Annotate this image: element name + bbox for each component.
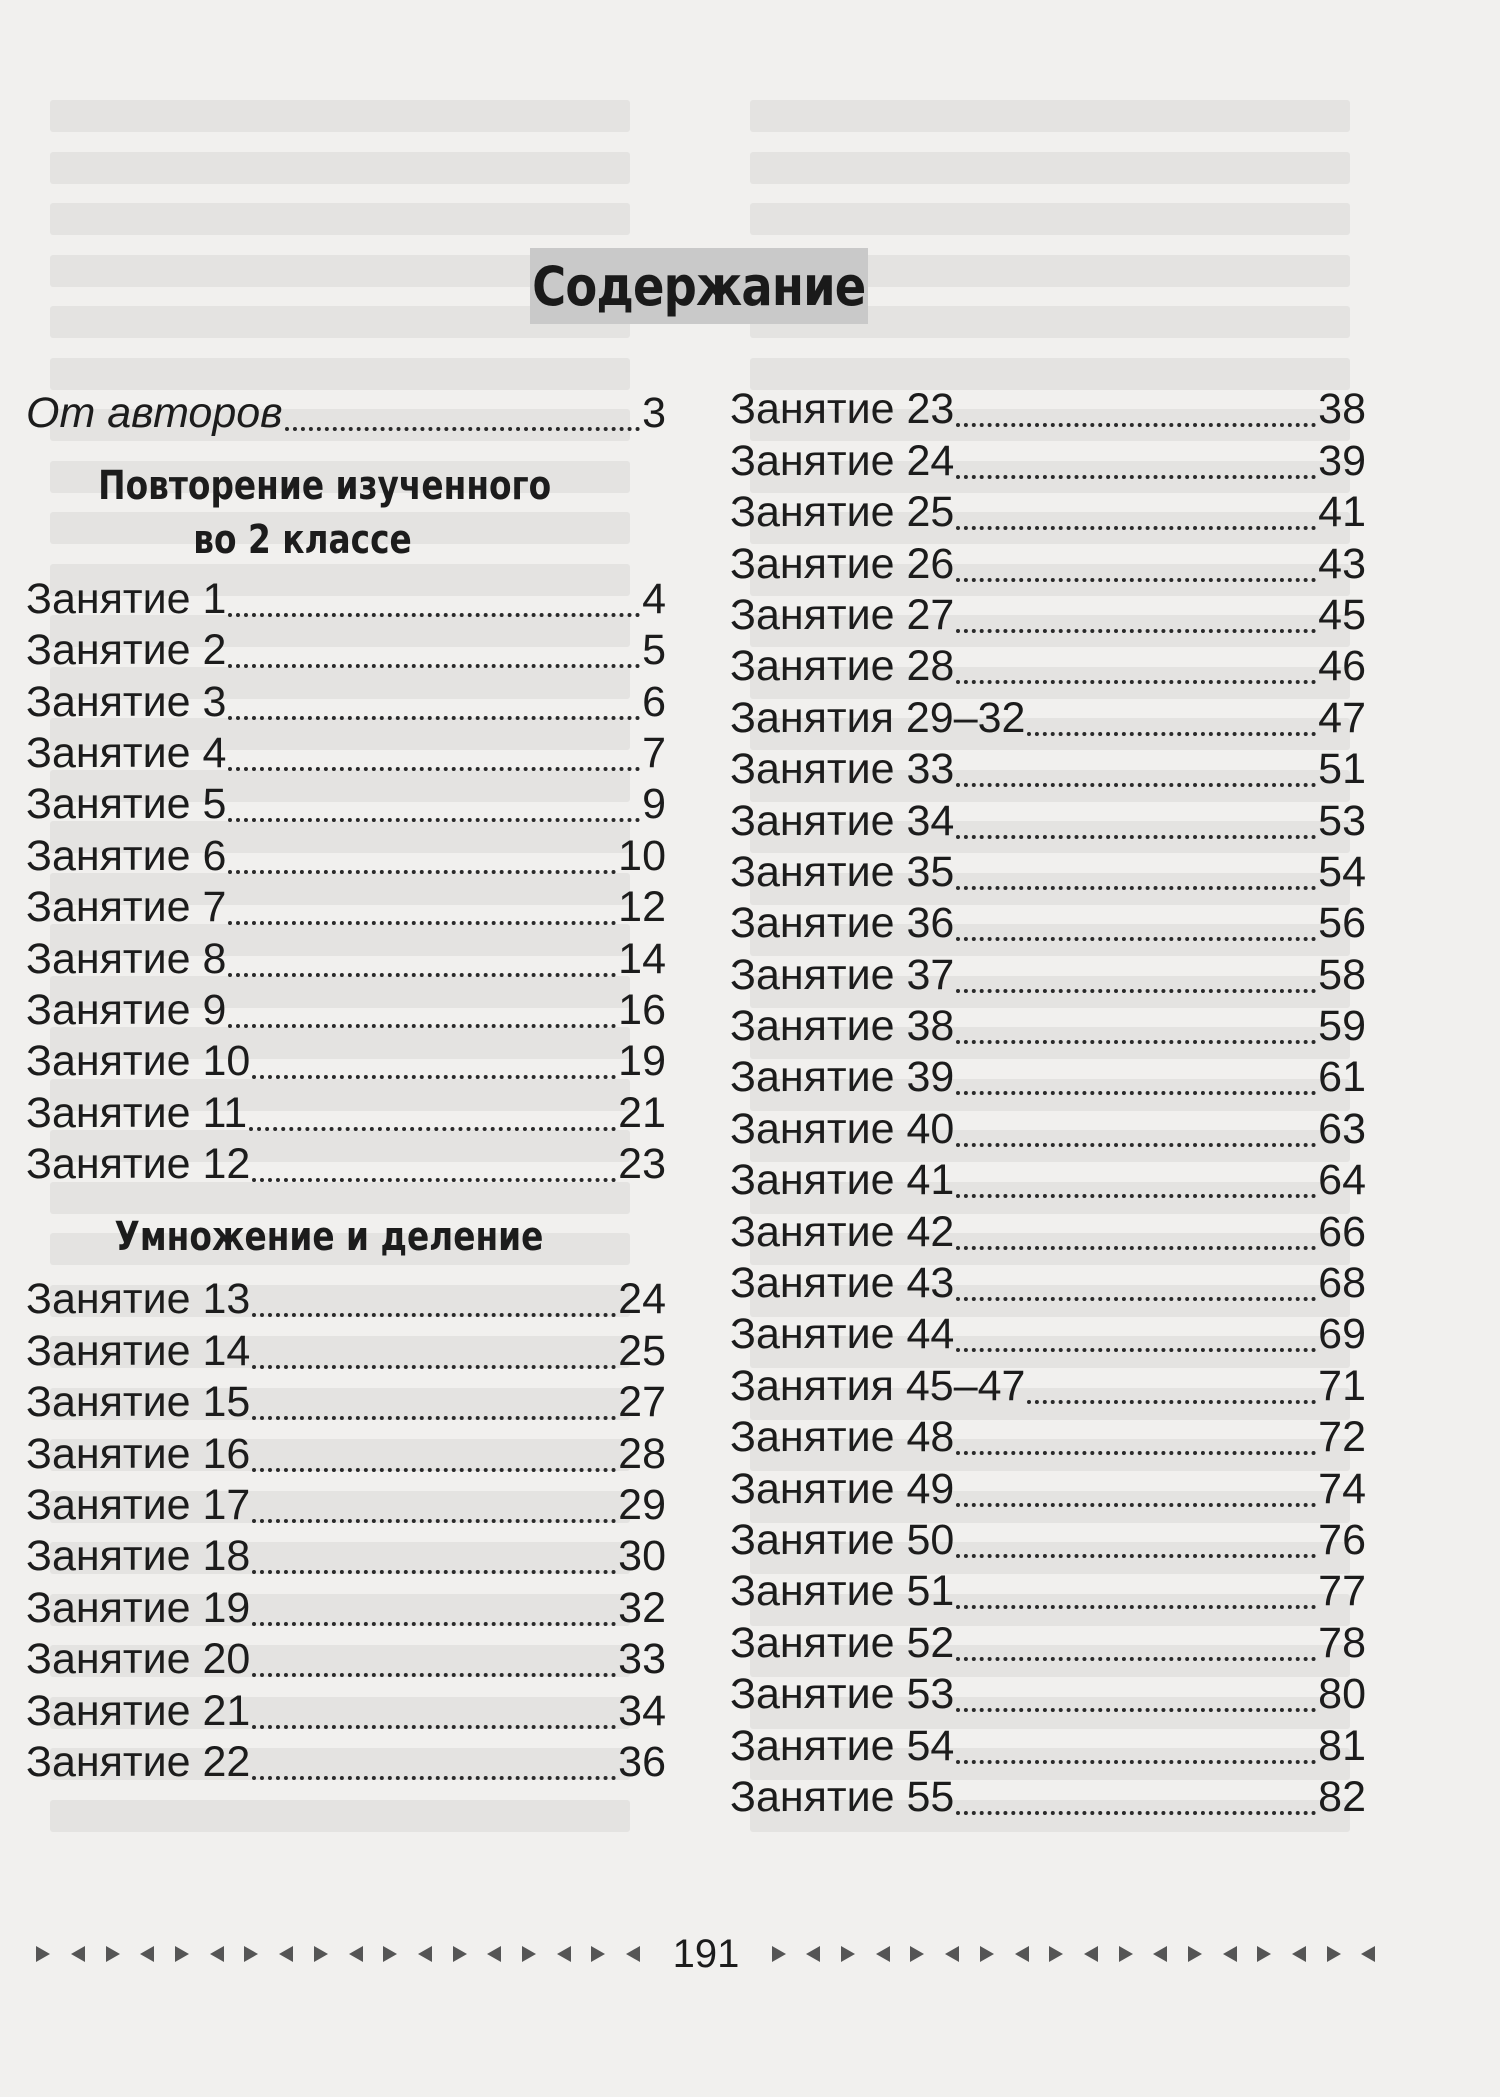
dot-leader: [228, 733, 640, 779]
footer-ornament-left: [26, 1939, 651, 1969]
dot-leader: [956, 1212, 1316, 1258]
dot-leader: [252, 1485, 616, 1531]
dot-leader: [956, 1726, 1316, 1772]
toc-entry-page: 36: [618, 1737, 666, 1786]
dot-leader: [252, 1639, 616, 1685]
dot-leader: [956, 903, 1316, 949]
toc-entry-label: Занятие 26: [730, 539, 955, 588]
dot-leader: [252, 1434, 616, 1480]
toc-entry-label: От авторов: [26, 389, 283, 438]
toc-entry-page: 30: [618, 1532, 666, 1581]
toc-entry: [26, 1036, 666, 1087]
triangle-ornament-icon: [522, 1946, 536, 1962]
dot-leader: [228, 887, 616, 933]
triangle-ornament-icon: [1119, 1946, 1133, 1962]
toc-entry: [26, 779, 666, 830]
toc-entry: [26, 1377, 666, 1428]
triangle-ornament-icon: [876, 1946, 890, 1962]
dot-leader: [956, 1314, 1316, 1360]
dot-leader: [956, 389, 1316, 435]
dot-leader: [252, 1742, 616, 1788]
triangle-ornament-icon: [175, 1946, 189, 1962]
left-column: [26, 388, 666, 1788]
toc-entry: [730, 744, 1366, 795]
toc-entry-label: Занятие 35: [730, 847, 955, 896]
toc-entry: [730, 384, 1366, 435]
toc-entry-page: 80: [1318, 1670, 1366, 1719]
triangle-ornament-icon: [1327, 1946, 1341, 1962]
toc-entry-label: Занятие 41: [730, 1156, 955, 1205]
toc-entry-label: Занятие 34: [730, 796, 955, 845]
toc-entry: [26, 1428, 666, 1479]
toc-entry: [730, 1103, 1366, 1154]
toc-entry-label: Занятие 12: [26, 1140, 251, 1189]
toc-entry: [26, 882, 666, 933]
section-review-list: [26, 573, 666, 1190]
dot-leader: [956, 1263, 1316, 1309]
toc-entry-page: 61: [1318, 1053, 1366, 1102]
toc-entry-label: Занятие 17: [26, 1481, 251, 1530]
toc-entry-page: 43: [1318, 539, 1366, 588]
dot-leader: [228, 630, 640, 676]
toc-entry: [730, 1720, 1366, 1771]
triangle-ornament-icon: [314, 1946, 328, 1962]
toc-entry-label: Занятие 25: [730, 488, 955, 537]
toc-entry-page: 63: [1318, 1104, 1366, 1153]
toc-entry-page: 25: [618, 1326, 666, 1375]
toc-entry-page: 27: [618, 1378, 666, 1427]
dot-leader: [252, 1536, 616, 1582]
toc-entry-page: 4: [642, 574, 666, 623]
toc-entry: [730, 1309, 1366, 1360]
toc-entry-page: 77: [1318, 1567, 1366, 1616]
toc-entry-label: Занятия 45–47: [730, 1361, 1026, 1410]
section-heading-line: Повторение изученного: [98, 463, 552, 510]
toc-entry-page: 56: [1318, 899, 1366, 948]
triangle-ornament-icon: [806, 1946, 820, 1962]
toc-entry-page: 45: [1318, 590, 1366, 639]
dot-leader: [956, 595, 1316, 641]
ghost-text-line: [50, 152, 630, 184]
toc-entry-page: 78: [1318, 1618, 1366, 1667]
dot-leader: [956, 441, 1316, 487]
toc-entry-label: Занятие 15: [26, 1378, 251, 1427]
triangle-ornament-icon: [1223, 1946, 1237, 1962]
triangle-ornament-icon: [910, 1946, 924, 1962]
toc-entry: [26, 1685, 666, 1736]
page-number: 191: [672, 1931, 740, 1976]
triangle-ornament-icon: [36, 1946, 50, 1962]
toc-entry-label: Занятие 5: [26, 780, 227, 829]
dot-leader: [228, 990, 616, 1036]
dot-leader: [285, 393, 640, 439]
toc-entry-label: Занятие 19: [26, 1583, 251, 1632]
toc-entry-page: 68: [1318, 1259, 1366, 1308]
toc-entry-label: Занятие 54: [730, 1721, 955, 1770]
toc-entry: [730, 1206, 1366, 1257]
toc-entry: [730, 487, 1366, 538]
toc-entry-page: 16: [618, 985, 666, 1034]
dot-leader: [252, 1382, 616, 1428]
toc-entry-label: Занятие 1: [26, 574, 227, 623]
ghost-text-line: [750, 203, 1350, 235]
dot-leader: [956, 852, 1316, 898]
toc-entry-label: Занятие 50: [730, 1515, 955, 1564]
triangle-ornament-icon: [487, 1946, 501, 1962]
toc-entry-label: Занятие 9: [26, 985, 227, 1034]
toc-entry-page: 3: [642, 389, 666, 438]
triangle-ornament-icon: [210, 1946, 224, 1962]
toc-entry: [26, 1480, 666, 1531]
ghost-text-line: [50, 1800, 630, 1832]
toc-entry: [26, 933, 666, 984]
toc-entry-label: Занятие 10: [26, 1037, 251, 1086]
triangle-ornament-icon: [1292, 1946, 1306, 1962]
toc-entry: [730, 1258, 1366, 1309]
dot-leader: [1027, 1366, 1316, 1412]
toc-entry-page: 38: [1318, 385, 1366, 434]
dot-leader: [956, 1674, 1316, 1720]
triangle-ornament-icon: [841, 1946, 855, 1962]
toc-entry: [730, 590, 1366, 641]
dot-leader: [249, 1093, 616, 1139]
dot-leader: [956, 492, 1316, 538]
dot-leader: [956, 646, 1316, 692]
toc-entry-label: Занятие 24: [730, 436, 955, 485]
toc-entry-page: 41: [1318, 488, 1366, 537]
toc-entry-label: Занятие 48: [730, 1413, 955, 1462]
toc-entry-label: Занятие 43: [730, 1259, 955, 1308]
toc-entry-label: Занятие 36: [730, 899, 955, 948]
toc-entry-label: Занятие 3: [26, 677, 227, 726]
toc-entry-label: Занятие 51: [730, 1567, 955, 1616]
section-heading-multiplication: [26, 1210, 666, 1264]
right-column-list: [730, 384, 1366, 1823]
section-multiplication-list: [26, 1274, 666, 1788]
dot-leader: [252, 1588, 616, 1634]
toc-entry-page: 53: [1318, 796, 1366, 845]
triangle-ornament-icon: [279, 1946, 293, 1962]
toc-entry: [730, 847, 1366, 898]
toc-entry: [730, 898, 1366, 949]
section-heading-review: [26, 459, 666, 567]
toc-entry-label: Занятие 42: [730, 1207, 955, 1256]
toc-entry-label: Занятие 44: [730, 1310, 955, 1359]
toc-entry-label: Занятие 22: [26, 1737, 251, 1786]
toc-entry: [26, 728, 666, 779]
toc-entry-page: 33: [618, 1635, 666, 1684]
triangle-ornament-icon: [106, 1946, 120, 1962]
toc-entry-page: 58: [1318, 950, 1366, 999]
dot-leader: [228, 939, 616, 985]
toc-entry-label: Занятие 18: [26, 1532, 251, 1581]
triangle-ornament-icon: [349, 1946, 363, 1962]
toc-entry: [26, 573, 666, 624]
toc-entry-page: 81: [1318, 1721, 1366, 1770]
toc-entry-label: Занятие 6: [26, 831, 227, 880]
toc-entry-page: 12: [618, 883, 666, 932]
toc-entry: [730, 1001, 1366, 1052]
toc-entry: [730, 1772, 1366, 1823]
section-heading-line: во 2 классе: [193, 517, 412, 564]
toc-entry-page: 54: [1318, 847, 1366, 896]
toc-entry-page: 29: [618, 1481, 666, 1530]
dot-leader: [956, 801, 1316, 847]
dot-leader: [956, 1160, 1316, 1206]
toc-entry: [26, 1325, 666, 1376]
dot-leader: [956, 749, 1316, 795]
toc-entry-label: Занятие 21: [26, 1686, 251, 1735]
dot-leader: [956, 1417, 1316, 1463]
toc-entry-page: 34: [618, 1686, 666, 1735]
triangle-ornament-icon: [71, 1946, 85, 1962]
toc-entry-page: 51: [1318, 745, 1366, 794]
toc-entry-label: Занятие 37: [730, 950, 955, 999]
toc-entry: [26, 1737, 666, 1788]
toc-entry-label: Занятие 33: [730, 745, 955, 794]
page-footer: [26, 1924, 1386, 1984]
ghost-text-line: [750, 100, 1350, 132]
dot-leader: [956, 1006, 1316, 1052]
toc-entry: [730, 1463, 1366, 1514]
dot-leader: [956, 1109, 1316, 1155]
toc-entry-page: 9: [642, 780, 666, 829]
toc-entry-page: 64: [1318, 1156, 1366, 1205]
toc-entry-label: Занятие 2: [26, 626, 227, 675]
toc-entry: [26, 1634, 666, 1685]
toc-entry-page: 10: [618, 831, 666, 880]
toc-entry-label: Занятие 8: [26, 934, 227, 983]
toc-entry-label: Занятие 23: [730, 385, 955, 434]
toc-entry: [26, 625, 666, 676]
triangle-ornament-icon: [244, 1946, 258, 1962]
toc-entry: [26, 1582, 666, 1633]
toc-entry: [730, 538, 1366, 589]
toc-entry-page: 6: [642, 677, 666, 726]
toc-entry-label: Занятие 52: [730, 1618, 955, 1667]
dot-leader: [956, 1623, 1316, 1669]
toc-entry-page: 47: [1318, 693, 1366, 742]
dot-leader: [252, 1041, 616, 1087]
toc-entry: [730, 435, 1366, 486]
toc-entry-page: 66: [1318, 1207, 1366, 1256]
dot-leader: [956, 955, 1316, 1001]
toc-entry: [730, 949, 1366, 1000]
triangle-ornament-icon: [1049, 1946, 1063, 1962]
toc-entry-page: 5: [642, 626, 666, 675]
toc-entry-page: 19: [618, 1037, 666, 1086]
toc-entry: [730, 1669, 1366, 1720]
triangle-ornament-icon: [772, 1946, 786, 1962]
toc-entry-page: 76: [1318, 1515, 1366, 1564]
triangle-ornament-icon: [1084, 1946, 1098, 1962]
triangle-ornament-icon: [945, 1946, 959, 1962]
toc-entry: [730, 692, 1366, 743]
dot-leader: [228, 784, 640, 830]
toc-entry-page: 32: [618, 1583, 666, 1632]
ghost-text-line: [750, 152, 1350, 184]
dot-leader: [252, 1331, 616, 1377]
title-band: [530, 248, 868, 324]
toc-entry-label: Занятия 29–32: [730, 693, 1026, 742]
toc-entry-label: Занятие 14: [26, 1326, 251, 1375]
dot-leader: [1027, 698, 1316, 744]
toc-entry: [26, 985, 666, 1036]
ghost-text-line: [50, 203, 630, 235]
toc-entry: [730, 1052, 1366, 1103]
dot-leader: [956, 544, 1316, 590]
dot-leader: [252, 1279, 616, 1325]
triangle-ornament-icon: [140, 1946, 154, 1962]
toc-entry-page: 21: [618, 1088, 666, 1137]
triangle-ornament-icon: [418, 1946, 432, 1962]
toc-entry-page: 28: [618, 1429, 666, 1478]
toc-entry-page: 82: [1318, 1772, 1366, 1821]
dot-leader: [956, 1520, 1316, 1566]
dot-leader: [228, 682, 640, 728]
toc-entry-page: 23: [618, 1140, 666, 1189]
toc-entry-page: 39: [1318, 436, 1366, 485]
toc-entry-page: 46: [1318, 642, 1366, 691]
triangle-ornament-icon: [626, 1946, 640, 1962]
toc-entry-label: Занятие 20: [26, 1635, 251, 1684]
toc-entry: [730, 1360, 1366, 1411]
toc-entry-label: Занятие 53: [730, 1670, 955, 1719]
toc-entry-label: Занятие 55: [730, 1772, 955, 1821]
toc-entry-page: 71: [1318, 1361, 1366, 1410]
triangle-ornament-icon: [980, 1946, 994, 1962]
triangle-ornament-icon: [383, 1946, 397, 1962]
triangle-ornament-icon: [1257, 1946, 1271, 1962]
toc-entry: [26, 1139, 666, 1190]
toc-entry: [26, 1087, 666, 1138]
toc-entry: [730, 1515, 1366, 1566]
right-column: [730, 384, 1366, 1823]
toc-entry-page: 59: [1318, 1002, 1366, 1051]
dot-leader: [956, 1571, 1316, 1617]
dot-leader: [252, 1691, 616, 1737]
toc-entry: [730, 1566, 1366, 1617]
toc-entry: [26, 676, 666, 727]
toc-entry-page: 74: [1318, 1464, 1366, 1513]
triangle-ornament-icon: [1361, 1946, 1375, 1962]
footer-ornament-right: [761, 1939, 1386, 1969]
triangle-ornament-icon: [1188, 1946, 1202, 1962]
toc-entry-label: Занятие 16: [26, 1429, 251, 1478]
toc-entry-label: Занятие 27: [730, 590, 955, 639]
toc-entry-label: Занятие 7: [26, 883, 227, 932]
toc-entry: [730, 1412, 1366, 1463]
triangle-ornament-icon: [591, 1946, 605, 1962]
toc-entry: [26, 1531, 666, 1582]
toc-entry-label: Занятие 40: [730, 1104, 955, 1153]
triangle-ornament-icon: [453, 1946, 467, 1962]
toc-entry-label: Занятие 38: [730, 1002, 955, 1051]
ghost-text-line: [50, 358, 630, 390]
toc-entry-page: 69: [1318, 1310, 1366, 1359]
toc-entry: [730, 1617, 1366, 1668]
toc-entry-label: Занятие 28: [730, 642, 955, 691]
triangle-ornament-icon: [1153, 1946, 1167, 1962]
dot-leader: [228, 579, 640, 625]
toc-entry: [730, 641, 1366, 692]
dot-leader: [956, 1777, 1316, 1823]
toc-entry-label: Занятие 11: [26, 1088, 248, 1137]
triangle-ornament-icon: [1015, 1946, 1029, 1962]
toc-entry-intro: [26, 388, 666, 439]
dot-leader: [956, 1469, 1316, 1515]
toc-entry: [26, 1274, 666, 1325]
dot-leader: [956, 1057, 1316, 1103]
toc-entry-page: 72: [1318, 1413, 1366, 1462]
dot-leader: [252, 1144, 616, 1190]
page-title: Содержание: [532, 254, 866, 318]
ghost-text-line: [50, 100, 630, 132]
toc-entry-label: Занятие 49: [730, 1464, 955, 1513]
toc-entry-label: Занятие 4: [26, 728, 227, 777]
toc-entry: [730, 1155, 1366, 1206]
triangle-ornament-icon: [557, 1946, 571, 1962]
section-heading-line: Умножение и деление: [114, 1214, 544, 1261]
toc-entry-label: Занятие 39: [730, 1053, 955, 1102]
toc-entry-page: 24: [618, 1275, 666, 1324]
toc-entry-page: 7: [642, 728, 666, 777]
toc-entry-label: Занятие 13: [26, 1275, 251, 1324]
toc-entry: [730, 795, 1366, 846]
toc-entry-page: 14: [618, 934, 666, 983]
toc-entry: [26, 830, 666, 881]
dot-leader: [228, 836, 616, 882]
